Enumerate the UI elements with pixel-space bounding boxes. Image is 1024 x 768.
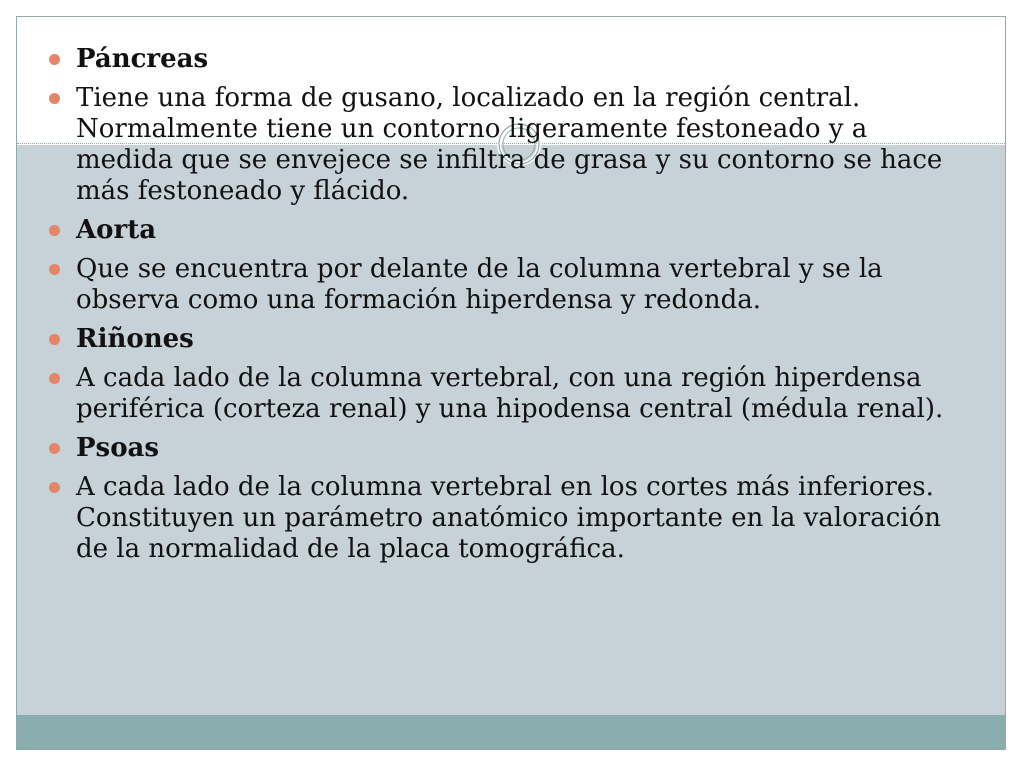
- bullet-icon: [49, 54, 60, 65]
- bullet-list: [44, 44, 944, 565]
- section-description: A cada lado de la columna vertebral, con una región hiperdensa periférica (corteza renal) y una hipodensa central (médula renal).: [76, 363, 944, 424]
- list-item: [44, 433, 944, 464]
- list-item: [44, 215, 944, 246]
- bullet-icon: [49, 373, 60, 384]
- list-item: [44, 324, 944, 355]
- slide-content: [44, 44, 944, 573]
- slide-footer-band: [17, 715, 1005, 749]
- list-item: [44, 44, 944, 75]
- list-item: [44, 83, 944, 207]
- list-item: [44, 254, 944, 316]
- bullet-icon: [49, 482, 60, 493]
- bullet-icon: [49, 443, 60, 454]
- section-description: Que se encuentra por delante de la columna vertebral y se la observa como una formación hiperdensa y redonda.: [76, 254, 883, 315]
- section-description: Tiene una forma de gusano, localizado en la región central. Normalmente tiene un contorno ligeramente festoneado y a medida que se envejece se infiltra de grasa y su contorno se hace más festoneado y flácido.: [76, 83, 943, 206]
- section-description: A cada lado de la columna vertebral en los cortes más inferiores. Constituyen un parámetro anatómico importante en la valoración de la normalidad de la placa tomográfica.: [76, 472, 941, 564]
- section-heading: Psoas: [76, 433, 160, 463]
- bullet-icon: [49, 93, 60, 104]
- section-heading: Páncreas: [76, 44, 209, 74]
- section-heading: Riñones: [76, 324, 194, 354]
- bullet-icon: [49, 225, 60, 236]
- bullet-icon: [49, 264, 60, 275]
- section-heading: Aorta: [76, 215, 157, 245]
- bullet-icon: [49, 334, 60, 345]
- list-item: [44, 363, 944, 425]
- list-item: [44, 472, 944, 565]
